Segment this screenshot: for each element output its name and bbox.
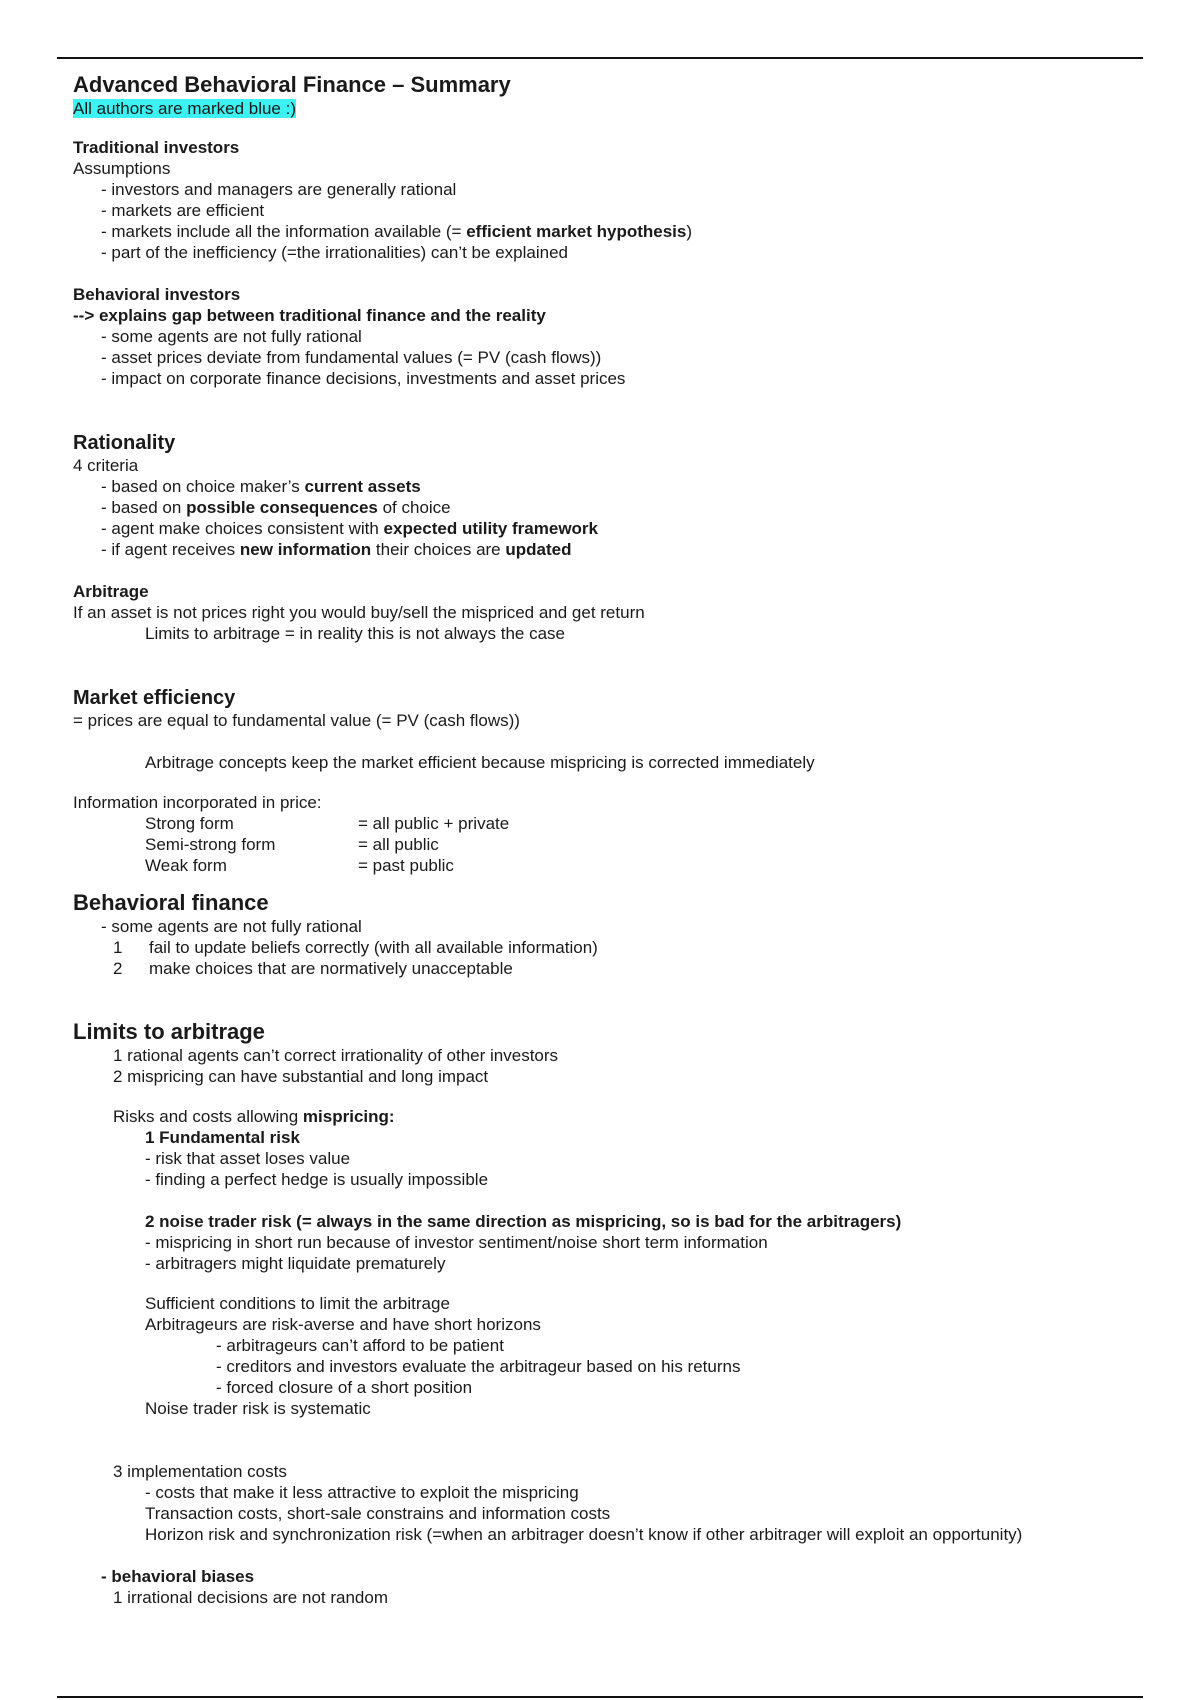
list-item: - agent make choices consistent with expected utility framework — [101, 519, 598, 538]
rationality-sub: 4 criteria — [73, 456, 139, 475]
list-item: Weak form = past public — [145, 856, 454, 875]
arbitrage-line2: Limits to arbitrage = in reality this is not always the case — [145, 624, 565, 643]
traditional-sub: Assumptions — [73, 159, 171, 178]
list-item: - based on choice maker’s current assets — [101, 477, 421, 496]
limits-l2: 2 mispricing can have substantial and long impact — [113, 1067, 489, 1086]
market-efficiency-heading: Market efficiency — [73, 687, 236, 709]
list-item: - markets are efficient — [101, 201, 265, 220]
list-item: - based on possible consequences of choice — [101, 498, 451, 517]
implementation-list — [73, 1482, 1133, 1545]
rationality-list — [73, 476, 1133, 560]
list-item: 1 fail to update beliefs correctly (with all available information) — [113, 938, 598, 957]
list-item: Strong form = all public + private — [145, 814, 510, 833]
noise-trader-heading: 2 noise trader risk (= always in the same direction as mispricing, so is bad for the arbitragers) — [145, 1212, 902, 1231]
list-item: - mispricing in short run because of investor sentiment/noise short term information — [145, 1233, 768, 1252]
highlight-note: All authors are marked blue :) — [73, 99, 296, 118]
noise-systematic: Noise trader risk is systematic — [145, 1399, 371, 1418]
list-item: Horizon risk and synchronization risk (=when an arbitrager doesn’t know if other arbitrager will exploit an opportunity) — [145, 1525, 1023, 1544]
list-item: - forced closure of a short position — [216, 1378, 473, 1397]
document-page — [73, 72, 1133, 1608]
info-label: Information incorporated in price: — [73, 793, 322, 812]
list-item: - arbitrageurs can’t afford to be patient — [216, 1336, 504, 1355]
noise-trader-list — [73, 1232, 1133, 1274]
list-item: - impact on corporate finance decisions, investments and asset prices — [101, 369, 626, 388]
arbitrage-heading: Arbitrage — [73, 582, 149, 601]
arbitrageurs-list — [73, 1335, 1133, 1398]
list-item: - part of the inefficiency (=the irrationalities) can’t be explained — [101, 243, 568, 262]
fundamental-risk-heading: 1 Fundamental risk — [145, 1128, 300, 1147]
behavioral-biases-heading: - behavioral biases — [101, 1567, 255, 1586]
bottom-rule — [57, 1696, 1143, 1698]
behavioral-investors-list — [73, 326, 1133, 389]
top-rule — [57, 57, 1143, 59]
list-item: - investors and managers are generally rational — [101, 180, 457, 199]
list-item: - arbitragers might liquidate prematurely — [145, 1254, 446, 1273]
behavioral-investors-arrow: --> explains gap between traditional finance and the reality — [73, 306, 546, 325]
arbitrage-line1: If an asset is not prices right you would buy/sell the mispriced and get return — [73, 603, 645, 622]
list-item: - creditors and investors evaluate the arbitrageur based on his returns — [216, 1357, 741, 1376]
list-item: - if agent receives new information their choices are updated — [101, 540, 572, 559]
traditional-list — [73, 179, 1133, 263]
behavioral-finance-intro: - some agents are not fully rational — [101, 917, 362, 936]
limits-l1: 1 rational agents can’t correct irrationality of other investors — [113, 1046, 559, 1065]
sufficient-conditions: Sufficient conditions to limit the arbitrage — [145, 1294, 450, 1313]
implementation-heading: 3 implementation costs — [113, 1462, 287, 1481]
behavioral-biases-item: 1 irrational decisions are not random — [113, 1588, 388, 1607]
behavioral-investors-heading: Behavioral investors — [73, 285, 241, 304]
limits-heading: Limits to arbitrage — [73, 1019, 265, 1044]
market-efficiency-def: = prices are equal to fundamental value (= PV (cash flows)) — [73, 711, 520, 730]
list-item: - markets include all the information available (= efficient market hypothesis) — [101, 222, 693, 241]
list-item: - risk that asset loses value — [145, 1149, 351, 1168]
list-item: - costs that make it less attractive to exploit the mispricing — [145, 1483, 579, 1502]
list-item: 2 make choices that are normatively unacceptable — [113, 959, 513, 978]
list-item: - asset prices deviate from fundamental values (= PV (cash flows)) — [101, 348, 602, 367]
list-item: Semi-strong form = all public — [145, 835, 439, 854]
risks-line: Risks and costs allowing mispricing: — [113, 1107, 395, 1126]
behavioral-finance-heading: Behavioral finance — [73, 890, 269, 915]
traditional-heading: Traditional investors — [73, 138, 240, 157]
behavioral-finance-list — [73, 937, 1133, 979]
market-efficiency-note: Arbitrage concepts keep the market efficient because mispricing is corrected immediately — [145, 753, 815, 772]
list-item: - some agents are not fully rational — [101, 327, 362, 346]
list-item: Transaction costs, short-sale constrains and information costs — [145, 1504, 611, 1523]
fundamental-risk-list — [73, 1148, 1133, 1190]
forms-list — [73, 813, 1133, 876]
arbitrageurs-risk: Arbitrageurs are risk-averse and have short horizons — [145, 1315, 541, 1334]
rationality-heading: Rationality — [73, 432, 176, 454]
document-title: Advanced Behavioral Finance – Summary — [73, 72, 511, 97]
list-item: - finding a perfect hedge is usually impossible — [145, 1170, 489, 1189]
